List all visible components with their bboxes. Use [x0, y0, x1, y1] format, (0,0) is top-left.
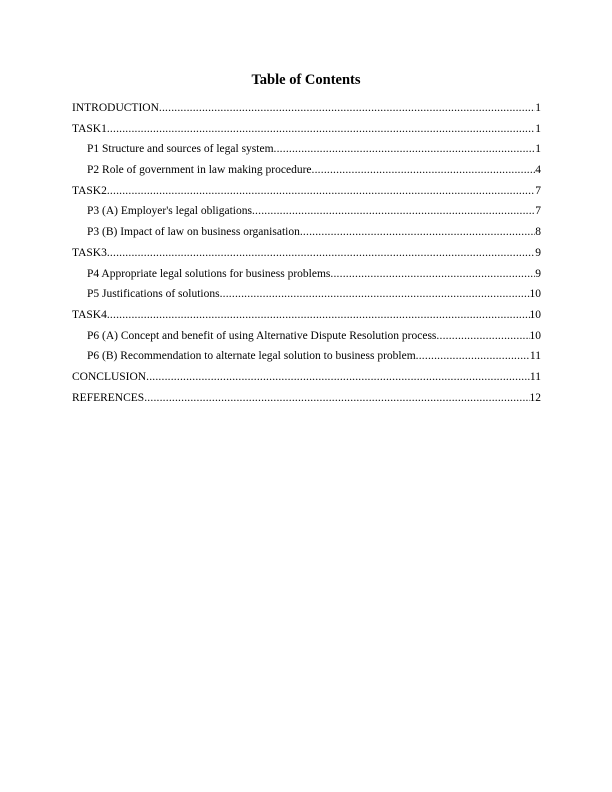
toc-page-number: 7	[535, 184, 541, 197]
toc-leader-dots	[436, 329, 529, 343]
toc-entry-label: P1 Structure and sources of legal system	[87, 143, 274, 156]
toc-leader-dots	[146, 370, 530, 384]
toc-leader-dots	[159, 101, 535, 115]
toc-page-number: 12	[529, 391, 541, 404]
toc-entry-label: CONCLUSION	[72, 370, 147, 383]
toc-entry-label: TASK3	[72, 246, 107, 259]
toc-entry-introduction[interactable]	[72, 101, 541, 122]
toc-leader-dots	[416, 349, 530, 363]
toc-entry-task2[interactable]	[72, 184, 541, 205]
toc-entry-p6b[interactable]	[72, 349, 541, 370]
toc-page-number: 11	[529, 370, 541, 383]
toc-entry-label: P2 Role of government in law making procedure	[87, 164, 312, 177]
toc-entry-task4[interactable]	[72, 308, 541, 329]
toc-page-number: 10	[529, 308, 541, 321]
toc-page-number: 11	[529, 350, 541, 363]
toc-leader-dots	[220, 287, 530, 301]
toc-entry-p5[interactable]	[72, 287, 541, 308]
toc-entry-p4[interactable]	[72, 267, 541, 288]
toc-leader-dots	[107, 184, 535, 198]
toc-page-number: 1	[535, 102, 541, 114]
toc-entry-label: TASK1	[72, 122, 107, 135]
toc-entry-label: REFERENCES	[72, 391, 145, 404]
toc-leader-dots	[330, 267, 535, 281]
toc-entry-label: P4 Appropriate legal solutions for business problems	[87, 267, 331, 280]
toc-page-number: 4	[535, 164, 541, 177]
toc-leader-dots	[107, 122, 535, 136]
toc-leader-dots	[144, 391, 529, 405]
toc-leader-dots	[252, 204, 535, 218]
toc-list	[72, 101, 541, 411]
toc-leader-dots	[274, 142, 536, 156]
toc-entry-p3b[interactable]	[72, 225, 541, 246]
toc-entry-label: P3 (B) Impact of law on business organisation	[87, 226, 300, 239]
toc-entry-references[interactable]	[72, 391, 541, 412]
toc-entry-task3[interactable]	[72, 246, 541, 267]
toc-entry-label: P5 Justifications of solutions	[87, 288, 220, 301]
toc-entry-conclusion[interactable]	[72, 370, 541, 391]
toc-entry-label: TASK4	[72, 308, 107, 321]
toc-entry-label: P6 (B) Recommendation to alternate legal solution to business problem	[87, 350, 416, 363]
toc-entry-task1[interactable]	[72, 122, 541, 143]
toc-page-number: 10	[529, 329, 541, 342]
toc-entry-label: TASK2	[72, 184, 107, 197]
toc-leader-dots	[107, 308, 530, 322]
toc-entry-p2[interactable]	[72, 163, 541, 184]
toc-entry-label: P3 (A) Employer's legal obligations	[87, 205, 252, 218]
toc-page-number: 1	[535, 143, 541, 156]
toc-page-number: 8	[535, 226, 541, 239]
toc-leader-dots	[300, 225, 535, 239]
toc-page-number: 1	[535, 122, 541, 135]
toc-entry-p6a[interactable]	[72, 329, 541, 350]
toc-entry-p1[interactable]	[72, 142, 541, 163]
toc-leader-dots	[107, 246, 535, 260]
toc-entry-label: P6 (A) Concept and benefit of using Alternative Dispute Resolution process	[87, 329, 437, 342]
toc-entry-label: INTRODUCTION	[72, 102, 159, 114]
toc-page-number: 9	[535, 267, 541, 280]
toc-page-number: 10	[529, 288, 541, 301]
toc-page-number: 7	[535, 205, 541, 218]
toc-title: Table of Contents	[251, 72, 361, 88]
toc-leader-dots	[312, 163, 536, 177]
toc-page-number: 9	[535, 246, 541, 259]
toc-entry-p3a[interactable]	[72, 204, 541, 225]
